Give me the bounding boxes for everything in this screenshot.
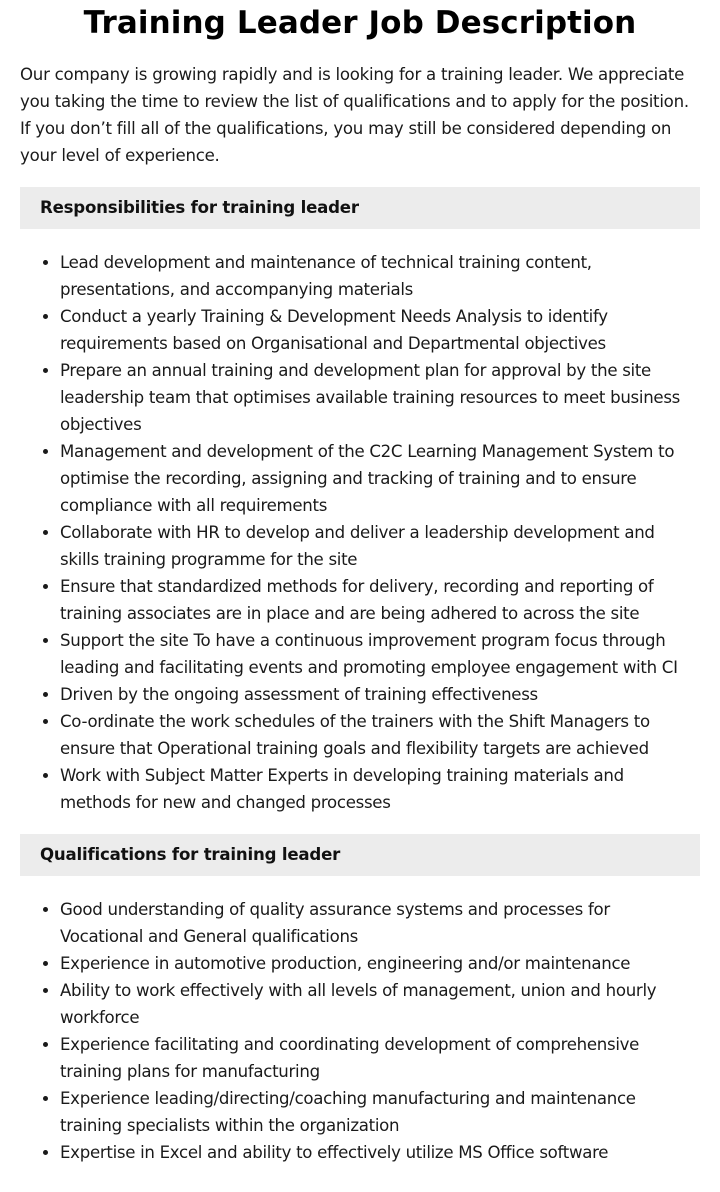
list-item: • Work with Subject Matter Experts in developing training materials and methods for new and changed processes [60, 762, 700, 816]
list-item: • Conduct a yearly Training & Development Needs Analysis to identify requirements based on Organisational and Departmental objectives [60, 303, 700, 357]
list-item: • Good understanding of quality assurance systems and processes for Vocational and General qualifications [60, 896, 700, 950]
qualifications-list [20, 896, 700, 1166]
list-item: • Co-ordinate the work schedules of the trainers with the Shift Managers to ensure that Operational training goals and flexibility targets are achieved [60, 708, 700, 762]
page-title: Training Leader Job Description [83, 5, 637, 41]
list-item: • Prepare an annual training and development plan for approval by the site leadership team that optimises available training resources to meet business objectives [60, 357, 700, 438]
responsibilities-list [20, 249, 700, 816]
list-item: • Lead development and maintenance of technical training content, presentations, and accompanying materials [60, 249, 700, 303]
responsibilities-heading: Responsibilities for training leader [20, 187, 700, 229]
list-item: • Experience leading/directing/coaching manufacturing and maintenance training specialists within the organization [60, 1085, 700, 1139]
list-item: • Experience facilitating and coordinating development of comprehensive training plans for manufacturing [60, 1031, 700, 1085]
list-item: • Ensure that standardized methods for delivery, recording and reporting of training associates are in place and are being adhered to across the site [60, 573, 700, 627]
qualifications-heading: Qualifications for training leader [20, 834, 700, 876]
list-item: • Support the site To have a continuous improvement program focus through leading and facilitating events and promoting employee engagement with CI [60, 627, 700, 681]
list-item: • Management and development of the C2C Learning Management System to optimise the recording, assigning and tracking of training and to ensure compliance with all requirements [60, 438, 700, 519]
list-item: • Expertise in Excel and ability to effectively utilize MS Office software [60, 1139, 700, 1166]
list-item: • Driven by the ongoing assessment of training effectiveness [60, 681, 700, 708]
intro-paragraph: Our company is growing rapidly and is looking for a training leader. We appreciate you taking the time to review the list of qualifications and to apply for the position. If you don’t fill all of the qualifications, you may still be considered depending on your level of experience. [20, 65, 689, 165]
list-item: • Ability to work effectively with all levels of management, union and hourly workforce [60, 977, 700, 1031]
list-item: • Experience in automotive production, engineering and/or maintenance [60, 950, 700, 977]
list-item: • Collaborate with HR to develop and deliver a leadership development and skills training programme for the site [60, 519, 700, 573]
